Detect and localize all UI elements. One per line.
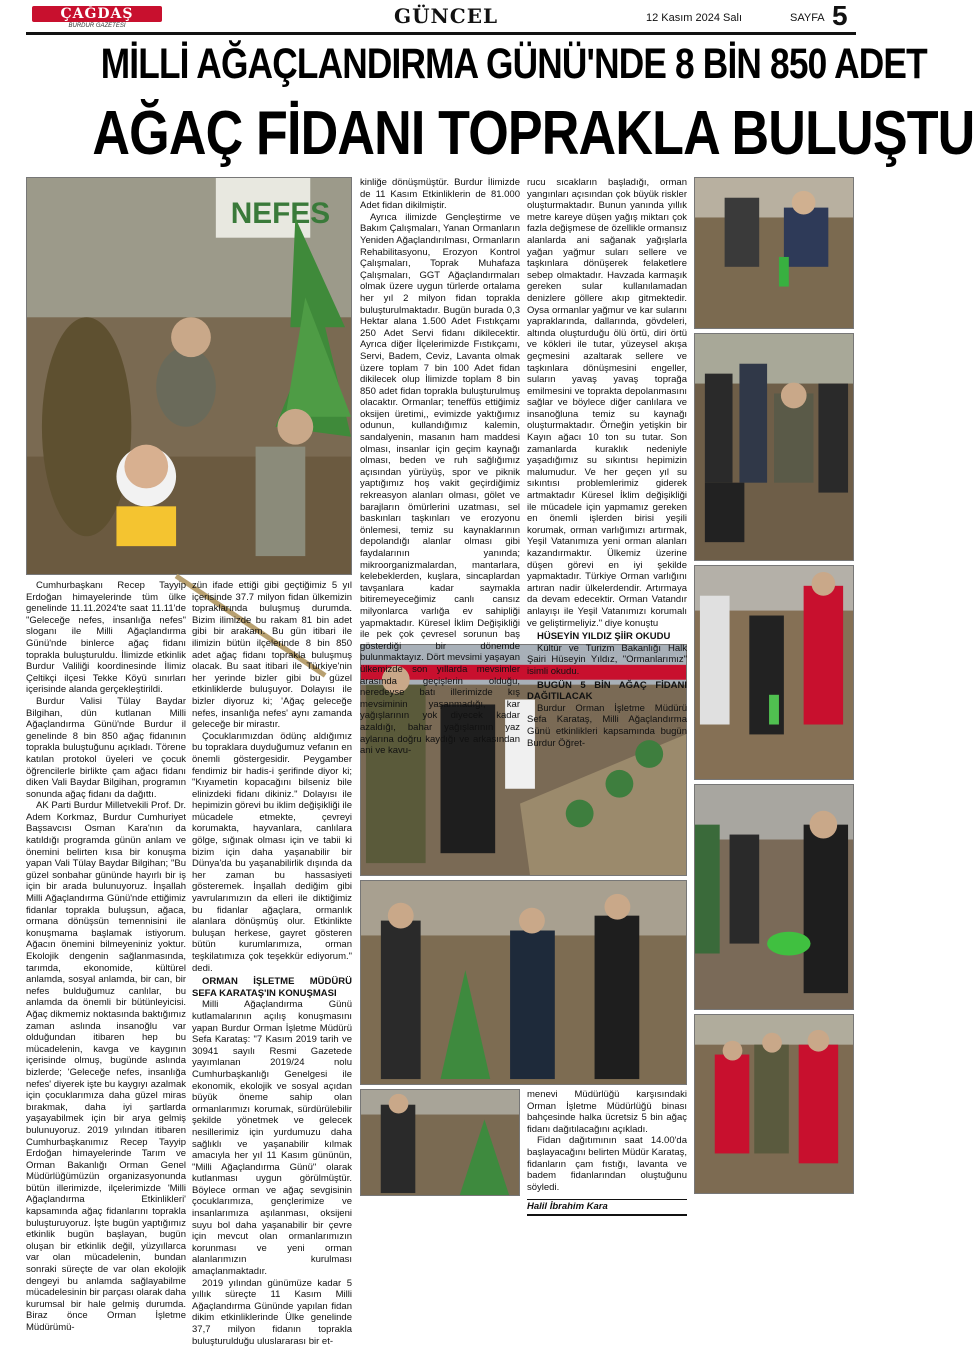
article-paragraph: Ayrıca ilimizde Gençleştirme ve Bakım Çalışmaları, Yanan Ormanların Yeniden Ağaçlandırılması, Ormanların Rehabilitasyonu, Erozyon Kontrol Çalışmaları, Toprak Muhafaza Çalışmaları, GGT Ağaçlandırmaları olmak üzere uygun türlerde ortalama her yıl 2 milyon fidan toprakla buluşturulmaktadır. Bugün burada 0,3 Hektar alana 1.500 Adet Fıstıkçamı 250 Adet Servi fidanı dikilecektir. Ayrıca diğer İlçelerimizde Fıstıkçamı, Servi, Badem, Ceviz, Lavanta olmak üzere toplam 7 bin 100 Adet fidan dikilecek olup İlimizde toplam 8 bin 850 adet fidan toprakla buluşturulmuş olacaktır. Ormanlar; teneffüs ettiğimiz oksijen üretimi,, evimizde yaktığımız odunun, kullandığımız kalemin, sandalyenin, masanın ham maddesi olması, insanlar için geçim kaynağı olması, beden ve ruh sağlığımız açısından yürüyüş, spor ve piknik yaptığımız hoş vakit geçirdiğimiz rekreasyon alanları olması, gölet ve barajların ömürlerini uzatması, sel baskınları taşkınları ve erozyonu önlemesi, temiz su kaynaklarının depolandığı alanlar olması gibi faydalarının yanında; mikroorganizmalardan, mantarlara, kelebeklerden, kuşlara, sincaplardan tavşanlara kadar saymakla bitiremeyeceğimiz canlı cansız milyonlarca varlığa ev sahipliği yapmaktadır. Küresel İklim Değişikliği ile pek çok çevresel sorunun baş gösterdiği bir dönemde bulunmaktayız. Dört mevsimi yaşayan ülkemizde son yıllarda mevsimler arasında geçişlerin olduğu, neredeyse batı illerimizde kış mevsiminin yaşanmadığı, kar yağışlarının yok diyecek kadar azaldığı, bahar yağışlarının yaz aylarına doğru kaydığı ve arkasından ani ve kavu- <box>360 211 520 757</box>
page-label: SAYFA <box>790 12 825 24</box>
article-paragraph: zün ifade ettiği gibi geçtiğimiz 5 yıl içerisinde 37.7 milyon fidan ülkemizin topraklarında buluşmuş durumda. Bizim ilimizde bu rakam 81 bin adet gibi bir arakam. Bu gün itibari ile ilimizin bütün ilçelerinde 8 bin 850 adet ağaç fidanı toprakla buluşmuş olacak. Bu saat itibari ile Türkiye'nin her yerinde bizler gibi bu güzel etkinliklerde buluşuyor. Dolayısı ile bizler diyoruz ki; 'Ağaç geleceğe nefes, insanlığa nefes' aynı zamanda geleceğe bir mirastır. <box>192 580 352 731</box>
section-title: GÜNCEL <box>394 4 499 28</box>
headline-line-2: AĞAÇ FİDANI TOPRAKLA BULUŞTU <box>92 99 974 168</box>
article-paragraph: Fidan dağıtımının saat 14.00'da başlayacağını belirten Müdür Karataş, fidanların çam fıstığı, lavanta ve badem fidanlarından oluştuğunu söyledi. <box>527 1135 688 1193</box>
nefes-sign-text: NEFES <box>230 196 331 230</box>
photo-right-1 <box>694 177 854 329</box>
subhead-distribution: BUGÜN 5 BİN AĞAÇ FİDANI DAĞITILACAK <box>527 679 687 703</box>
article-paragraph: AK Parti Burdur Milletvekili Prof. Dr. Adem Korkmaz, Burdur Cumhuriyet Başsavcısı Osman Kara'nın da katıldığı programda günün anlam ve önemini belirten kısa bir konuşma yapan Vali Tülay Baydar Bilgihan; "Bu güzel sonbahar gününde hayırlı bir iş için bir arada bulunuyoruz. İnşallah Milli Ağaçlandırma Günü'nde ettiğimiz fidanlar toprakla buluşsun, ağaca, ormana dönüşsün temennisini ile konuşmama başlamak istiyorum. Ağacın önemini bilmeyeniniz yoktur. Ekolojik dengenin sağlanmasında, tarımda, ekonomide, kültürel anlamda, sosyal anlamda, bir can, bir nefes bulduğumuz canlılar, bu anlamda da önemli bir bütünleyicisi. Ağaç dikmemiz noktasında baktığımız zaman aslında insanoğlu var olduğundan itibaren hep bu mücadelenin, kavga ve kaygının içerisinde olmuş, bugünde aslında bizlerde; 'Geleceğe nefes, insanlığa nefes' diyerek işte bu kaygıyı azalmak için çocuklarımıza daha güzel miras bırakmak, daha iyi şartlarda yaşayabilmek için bir arya gelmiş bulunuyoruz. 2019 yılından itibaren Cumhurbaşkanımız Recep Tayyip Erdoğan himayelerinde Tarım ve Orman Bakanlığı Orman Genel Müdürlüğümüzün organizasyonunda bütün illerimizde, ilçelerimizde 'Milli Ağaçlandırma Etkinlikleri' kapsamında ağaç fidanlarını toprakla buluşturuyoruz. İşte bugün yaptığımız etkinlik bugün başlayan, bugün oluşan bir etkinlik değil, yüzyıllarca var olan mücadelenin, bundan sonraki süreçte de var olan ekolojik dengeyi bu anlamda sağlayabilme mücadelesinin bir parçası olarak daha kurumsal bir hale gelmiş durumda. Biraz önce Orman İşletme Müdürümü- <box>26 800 187 1333</box>
article-paragraph: rucu sıcakların başladığı, orman yangınları açısından çok büyük riskler oluşturmaktadır. Bunun yanında yıllık metre kareye düşen yağış miktarı çok fazla değişmese de özellikle ormansız alanlarda ani sağanak yağışlarla yağan yağmur suları sellere ve taşkınlara dönüşerek felaketlere sebep olmaktadır. Havzada karmaşık gereken sular kullanılamadan denizlere göllere akıp gitmektedir. Oysa ormanlar yağmur ve kar sularını yapraklarında, dallarında, gövdeleri, altında oluşturduğu ölü örtü, diri örtü ve kökleri ile tutar, yüzeysel akışa geçmesini azaltarak sellere ve taşkınlara dönüşmesini engeller, suların yavaş yavaş toprağa emilmesini ve toprakta depolanmasını sağlar ve böylece diğer canlılara ve insanoğluna temiz su kaynağı oluşturmaktadır. Örneğin yetişkin bir Kayın ağacı 10 ton su tutar. Son zamanlarda kuraklık nedeniyle yaşadığımız su sıkıntısı hepimizin malumudur. Ve her geçen yıl su sıkıntısı problemlerimiz giderek artmaktadır Küresel İklim değişikliği ile mücadele için yapmamız gereken en önemli işlerden birisi yeşili korumak, orman varlığımızı artırmak, Yeşil Vatanımıza yeni orman alanları kazandırmaktır. Ülkemiz üzerine düşen görevi en iyi şekilde yapmaktadır. Türkiye Orman varlığını artıran nadir ülkelerdendir. Artırmaya da devam edecektir. Orman Vatandır anlayışı ile Yeşil Vatanımızı korumalı ve geliştirmeliyiz." diye konuştu <box>527 177 687 629</box>
photo-right-5 <box>694 1014 854 1194</box>
page-number: 5 <box>832 0 848 31</box>
photo-right-2 <box>694 333 854 561</box>
photo-middle-2 <box>360 880 687 1085</box>
masthead <box>26 0 856 31</box>
photo-right-4 <box>694 784 854 1010</box>
masthead-rule <box>26 32 856 35</box>
article-paragraph: Burdur Valisi Tülay Baydar Bilgihan, dün kutlanan Milli Ağaçlandırma Günü'nde Burdur il genelinde 8 bin 850 ağaç fidanının toprakla buluştuğunu açıkladı. Törene katılan protokol üyeleri ve çocuk öğrencilerle birlikte çam ağacı fidanı diken Vali Baydar Bilgihan, programın sonunda ağaç fidanı da dağıttı. <box>26 695 186 800</box>
headline-line-1: MİLLİ AĞAÇLANDIRMA GÜNÜ'NDE 8 BİN 850 ADET <box>100 40 927 88</box>
article-paragraph: kinliğe dönüşmüştür. Burdur İlimizde de 11 Kasım Etkinliklerin de 81.000 Adet fidan dikilmiştir. <box>360 177 520 212</box>
issue-date: 12 Kasım 2024 Salı <box>646 12 743 24</box>
article-column-2-main <box>192 580 352 1347</box>
newspaper-logo <box>32 6 162 30</box>
article-column-1 <box>26 580 187 1333</box>
article-paragraph: Cumhurbaşkanı Recep Tayyip Erdoğan himayelerinde tüm ülke genelinde 11.11.2024'te saat 11.11'de "Geleceğe nefes, insanlığa nefes" sloganı ile Milli Ağaçlandırma Günü'nde binlerce ağaç fidanı toprakla buluşturuldu. İlimizde etkinlik Burdur Valiliği koordinesinde İlimiz Çeltikçi ilçesi Tekke Köyü sınırları içerisinde alanda gerçekleştirildi. <box>26 580 186 696</box>
article-paragraph: menevi Müdürlüğü karşısındaki Orman İşletme Müdürlüğü binası bahçesinde halka ücretsiz 5 bin ağaç fidanı dağıtılacağını açıkladı. <box>527 1089 687 1135</box>
article-paragraph: Milli Ağaçlandırma Günü kutlamalarının açılış konuşmasını yapan Burdur Orman İşletme Müdürü Sefa Karataş: "7 Kasım 2019 tarih ve 30941 sayılı Resmi Gazetede yayımlanan 2019/24 nolu Cumhurbaşkanlığı Genelgesi ile ekonomik, ekolojik ve sosyal açıdan büyük öneme sahip olan ormanlarımızı korumak, sürdürülebilir şekilde yönetmek ve gelecek nesillerimiz için yurdumuzu daha sağlıklı ve yaşanabilir kılmak amacıyla her yıl 11 Kasım gününün, "Milli Ağaçlandırma Günü" olarak kutlanması uygun görülmüştür. Böylece orman ve ağaç sevgisinin çocuklarımıza, gençlerimize ve insanlarımıza aşılanması, oksijeni suyu bol daha yaşanabilir bir çevre için mevcut olan ormanlarımızın korunması ve yeni orman alanlarımızın kurulması amaçlanmaktadır. <box>192 999 352 1278</box>
subhead-poem: HÜSEYİN YILDIZ ŞİİR OKUDU <box>537 631 671 643</box>
logo-subtitle: BURDUR GAZETESİ <box>68 23 126 29</box>
article-paragraph: Kültür ve Turizm Bakanlığı Halk Şairi Hüseyin Yıldız, "Ormanlarımız" isimli okudu. <box>527 642 687 677</box>
article-paragraph: Çocuklarımızdan ödünç aldığımız bu topraklara duyduğumuz vefanın en önemli göstergesidir. Peygamber fendimiz bir hadis-i şerifinde diyor ki; "Kıyametin kopacağını bilseniz bile elinizdeki fidanı dikiniz." Dolayısı ile hepimizin görevi bu iklim değişikliği ile mücadele etmekte, çevreyi korumakta, hayvanlara, canlılara gölge, sığınak olması için ve tabii ki bizim için daha yaşanabilir bir Dünya'da bu yaşanabilirlik dışında da her zaman bu hassasiyeti gösteremek. İnşallah dediğim gibi yavrularımızın da elleri ile diktiğimiz bu fidanlar ağaçlara, ormanlık alanlara dönüşmüş olur. Etkinlikte buluşan herkese, gayret gösteren bütün kurumlarımıza, orman teşkilatımıza çok teşekkür ediyorum." dedi. <box>192 730 352 974</box>
subhead-director-speech: ORMAN İŞLETME MÜDÜRÜ SEFA KARATAŞ'IN KONUŞMASI <box>192 976 352 999</box>
byline: Halil İbrahim Kara <box>527 1199 687 1216</box>
photo-right-3 <box>694 565 854 780</box>
article-paragraph: Burdur Orman İşletme Müdürü Sefa Karataş, Milli Ağaçlandırma Günü etkinlikleri kapsamında bugün Burdur Öğret- <box>527 702 687 749</box>
main-photo <box>26 177 352 575</box>
photo-middle-3 <box>360 1089 520 1196</box>
article-column-4 <box>527 177 687 749</box>
article-paragraph: 2019 yılından günümüze kadar 5 yıllık süreçte 11 Kasım Milli Ağaçlandırma Gününde yapılan fidan dikim etkinliklerinde Ülke genelinde 37,7 milyon fidanın toprakla buluşturulduğu uluslararası bir et- <box>192 1277 352 1347</box>
logo-wordmark: ÇAĞDAŞ <box>32 6 162 22</box>
article-column-3 <box>360 177 520 757</box>
article-column-5 <box>527 1089 688 1213</box>
